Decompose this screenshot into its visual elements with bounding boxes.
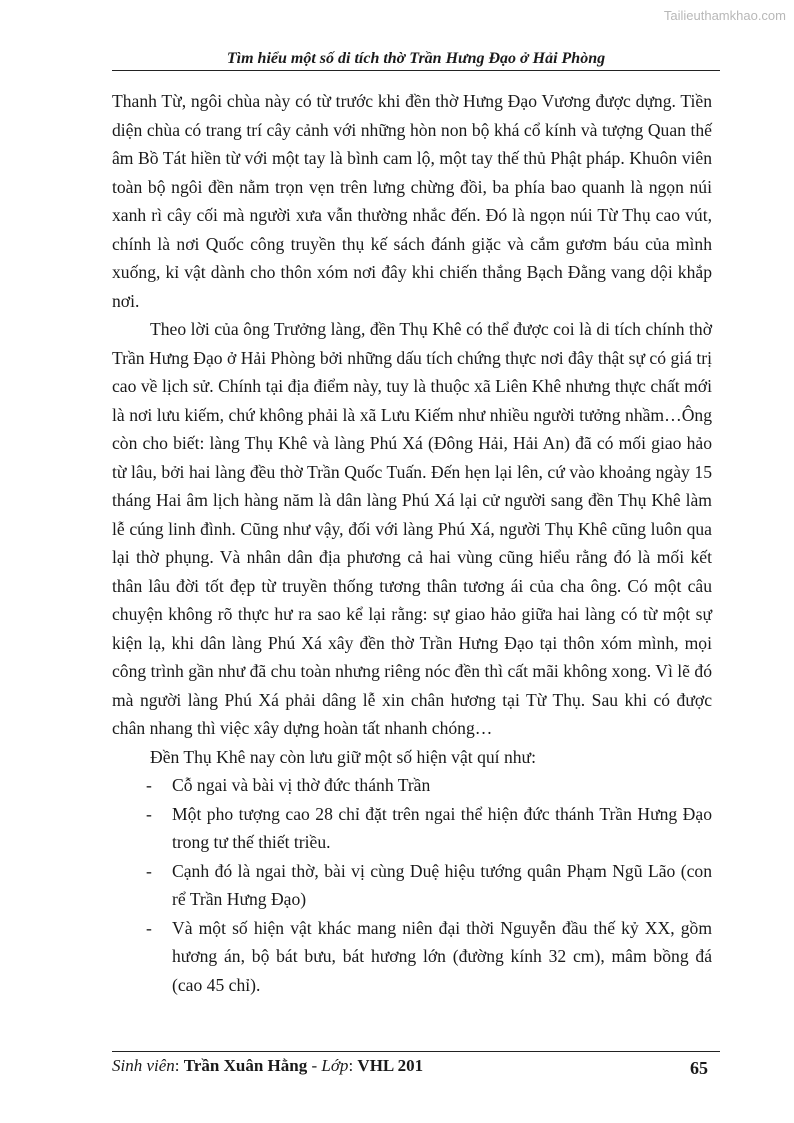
footer-colon: : <box>348 1056 358 1075</box>
class-label: Lớp <box>321 1056 349 1075</box>
list-item-text: Một pho tượng cao 28 chỉ đặt trên ngai thể hiện đức thánh Trần Hưng Đạo trong tư thế thiết triều. <box>172 803 712 852</box>
page-number: 65 <box>690 1058 708 1078</box>
header-title: Tìm hiểu một số di tích thờ Trần Hưng Đạo ở Hải Phòng <box>226 50 606 67</box>
footer-separator: - <box>307 1056 322 1075</box>
list-bullet: - <box>146 803 152 824</box>
list-item <box>112 771 712 800</box>
list-bullet: - <box>146 860 152 881</box>
paragraph-1: Thanh Từ, ngôi chùa này có từ trước khi đền thờ Hưng Đạo Vương được dựng. Tiền diện chùa có trang trí cây cảnh với những hòn non bộ khá cổ kính và tượng Quan thế âm Bồ Tát hiền từ với một tay là bình cam lộ, một tay thế thủ Phật pháp. Khuôn viên toàn bộ ngôi đền nằm trọn vẹn trên lưng chừng đồi, ba phía bao quanh là ngọn núi xanh rì cây cối mà người xưa vẫn thường nhắc đến. Đó là ngọn núi Từ Thụ cao vút, chính là nơi Quốc công truyền thụ kế sách đánh giặc và cắm gươm báu của mình xuống, kỉ vật dành cho thôn xóm nơi đây khi chiến thắng Bạch Đằng vang dội khắp nơi. <box>112 91 712 311</box>
list-item-text: Và một số hiện vật khác mang niên đại thời Nguyễn đầu thế kỷ XX, gồm hương án, bộ bát bưu, bát hương lớn (đường kính 32 cm), mâm bồng đá (cao 45 chỉ). <box>172 917 712 995</box>
watermark: Tailieuthamkhao.com <box>663 8 786 23</box>
list-item <box>112 857 712 914</box>
body-text <box>112 87 712 999</box>
header-rule <box>112 70 720 71</box>
student-label: Sinh viên <box>112 1056 175 1075</box>
list-bullet: - <box>146 775 152 795</box>
footer-colon: : <box>174 1056 184 1075</box>
list-item-text: Cạnh đó là ngai thờ, bài vị cùng Duệ hiệu tướng quân Phạm Ngũ Lão (con rể Trần Hưng Đạo) <box>172 860 712 909</box>
footer-rule <box>112 1051 720 1052</box>
paragraph-3: Đền Thụ Khê nay còn lưu giữ một số hiện vật quí như: <box>150 746 536 767</box>
list-bullet: - <box>146 917 152 938</box>
class-value: VHL 201 <box>357 1056 424 1075</box>
list-item-text: Cỗ ngai và bài vị thờ đức thánh Trần <box>172 775 431 795</box>
footer <box>112 1056 708 1076</box>
student-name: Trần Xuân Hằng <box>183 1056 308 1075</box>
paragraph-2: Theo lời của ông Trưởng làng, đền Thụ Khê có thể được coi là di tích chính thờ Trần Hưng Đạo ở Hải Phòng bởi những dấu tích chứng thực nơi đây thật sự có giá trị cao về lịch sử. Chính tại địa điểm này, tuy là thuộc xã Liên Khê nhưng thực chất mới là nơi lưu kiếm, chứ không phải là xã Lưu Kiếm như nhiều người tưởng nhầm…Ông còn cho biết: làng Thụ Khê và làng Phú Xá (Đông Hải, Hải An) đã có mối giao hảo từ lâu, bởi hai làng đều thờ Trần Quốc Tuấn. Đến hẹn lại lên, cứ vào khoảng ngày 15 tháng Hai âm lịch hàng năm là dân làng Phú Xá lại cử người sang đền Thụ Khê làm lễ cúng linh đình. Cũng như vậy, đối với làng Phú Xá, người Thụ Khê cũng luôn qua lại thờ phụng. Và nhân dân địa phương cả hai vùng cũng hiểu rằng đó là mối kết thân lâu đời tốt đẹp từ truyền thống tương thân tương ái của cha ông. Có một câu chuyện không rõ thực hư ra sao kể lại rằng: sự giao hảo giữa hai làng có từ một sự kiện lạ, khi dân làng Phú Xá xây đền thờ Trần Hưng Đạo tại thôn xóm mình, mọi công trình gần như đã chu toàn nhưng riêng nóc đền thì cất mãi không xong. Vì lẽ đó mà người làng Phú Xá phải dâng lễ xin chân hương tại Từ Thụ. Sau khi có được chân nhang thì việc xây dựng hoàn tất nhanh chóng… <box>112 319 712 738</box>
list-item <box>112 800 712 857</box>
list-item <box>112 914 712 1000</box>
artifact-list <box>112 771 712 999</box>
